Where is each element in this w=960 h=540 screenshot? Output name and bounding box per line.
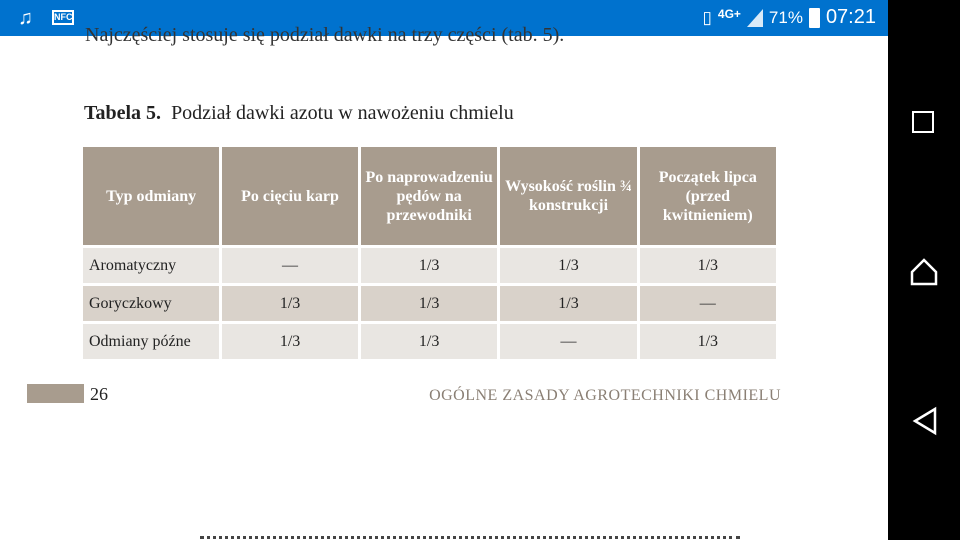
table-cell: 1/3	[361, 324, 498, 359]
table-cell: Aromatyczny	[83, 248, 219, 283]
nfc-icon: NFC	[52, 10, 74, 25]
table-cell: Odmiany późne	[83, 324, 219, 359]
table-header-row	[83, 147, 776, 245]
next-page-text-fragment	[200, 536, 740, 540]
battery-percent: 71%	[768, 7, 803, 27]
table-cell: 1/3	[640, 248, 776, 283]
table-row	[83, 286, 776, 321]
caption-label: Tabela 5.	[84, 102, 162, 124]
caption-title: Podział dawki azotu w nawożeniu chmielu	[171, 102, 514, 124]
table-cell: 1/3	[500, 286, 636, 321]
nitrogen-dose-table	[80, 144, 779, 362]
music-note-icon: ♫	[18, 7, 33, 29]
recents-button[interactable]	[912, 111, 934, 133]
running-head: OGÓLNE ZASADY AGROTECHNIKI CHMIELU	[429, 387, 781, 404]
table-cell: —	[222, 248, 358, 283]
document-page[interactable]	[0, 24, 888, 540]
page-number: 26	[90, 384, 108, 404]
battery-icon	[809, 8, 820, 28]
signal-icon	[747, 9, 763, 27]
header-cell: Wysokość roślin ¾ konstrukcji	[500, 147, 636, 245]
table-cell: 1/3	[222, 324, 358, 359]
table-cell: 1/3	[500, 248, 636, 283]
table-cell: 1/3	[222, 286, 358, 321]
table-cell: Goryczkowy	[83, 286, 219, 321]
navigation-bar	[888, 0, 960, 540]
table-row	[83, 248, 776, 283]
header-cell: Początek lipca (przed kwitnieniem)	[640, 147, 776, 245]
vibrate-icon: ▯	[702, 7, 712, 27]
header-cell: Po naprowadzeniu pędów na przewodniki	[361, 147, 498, 245]
table-caption	[84, 102, 514, 125]
header-cell: Typ odmiany	[83, 147, 219, 245]
table-cell: —	[640, 286, 776, 321]
table-cell: 1/3	[640, 324, 776, 359]
table-cell: —	[500, 324, 636, 359]
clock: 07:21	[825, 6, 876, 28]
home-button[interactable]	[909, 256, 939, 286]
table-row	[83, 324, 776, 359]
table-cell: 1/3	[361, 248, 498, 283]
footer-bar	[27, 384, 84, 403]
table-cell: 1/3	[361, 286, 498, 321]
network-type: 4G+	[717, 6, 741, 21]
header-cell: Po cięciu karp	[222, 147, 358, 245]
body-text: Najczęściej stosuje się podział dawki na trzy części (tab. 5).	[85, 24, 565, 46]
back-button[interactable]	[912, 406, 938, 436]
